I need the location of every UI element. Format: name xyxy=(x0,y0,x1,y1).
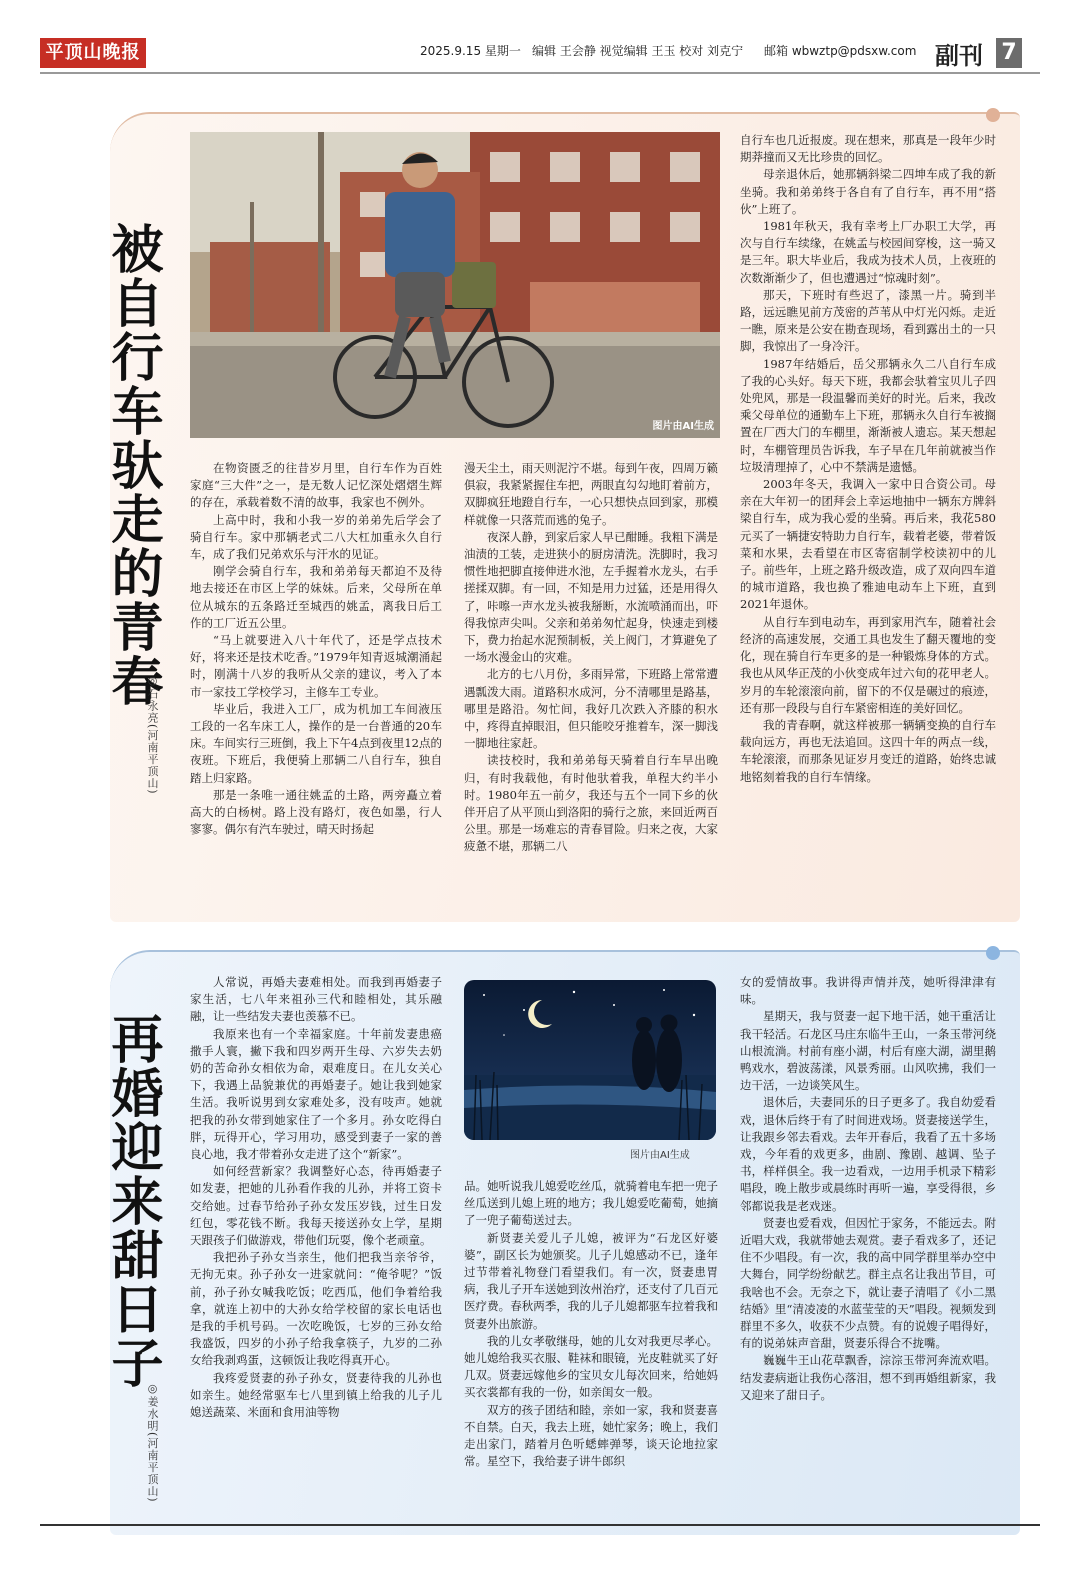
section-name: 副刊 xyxy=(935,41,983,70)
paragraph: 读技校时，我和弟弟每天骑着自行车早出晚归，有时我载他，有时他驮着我，单程大约半小时。1980年五一前夕，我还与五个一同下乡的伙伴开启了从平顶山到洛阳的骑行之旅，来回近两百公里。那是一场难忘的青春冒险。归来之夜，大家疲惫不堪，那辆二八 xyxy=(464,753,718,854)
corner-dot xyxy=(986,108,1000,122)
article-bicycle-youth xyxy=(40,112,1040,922)
paragraph: 我的青春啊，就这样被那一辆辆变换的自行车载向远方，再也无法追回。这四十年的两点一线，车轮滚滚，而那条见证岁月变迁的道路，始终忠诚地铭刻着我的自行车情缘。 xyxy=(740,717,996,784)
corner-dot xyxy=(986,946,1000,960)
paragraph: “马上就要进入八十年代了，还是学点技术好，将来还是技术吃香。”1979年知青返城潮涌起时，刚满十八岁的我听从父亲的建议，考入了本市一家技工学校学习，主修车工专业。 xyxy=(190,633,442,699)
paragraph: 女的爱情故事。我讲得声情并茂，她听得津津有味。 xyxy=(740,975,996,1007)
paragraph: 母亲退休后，她那辆斜梁二四坤车成了我的新坐骑。我和弟弟终于各自有了自行车，再不用“搭伙”上班了。 xyxy=(740,167,996,216)
paragraph: 2003年冬天，我调入一家中日合资公司。母亲在大年初一的团拜会上幸运地抽中一辆东方牌斜梁自行车，成为我心爱的坐骑。再后来，我花580元买了一辆捷安特助力自行车，载着老婆，带着饭菜和水果，去看望在市区寄宿制学校读初中的儿子。前些年，上班之路升级改造，成了双向四车道的城市道路，我也换了雅迪电动车上下班，直到2021年退休。 xyxy=(740,477,996,612)
paragraph: 星期天，我与贤妻一起下地干活，她干重活让我干轻活。石龙区马庄东临牛王山，一条玉带河绕山根流淌。村前有座小湖，村后有座大湖，湖里鹅鸭戏水，碧波荡漾，风景秀丽。山风吹拂，我们一边干活，一边谈笑风生。 xyxy=(740,1009,996,1093)
paragraph: 贤妻也爱看戏，但因忙于家务，不能远去。附近唱大戏，我就带她去观赏。妻子看戏多了，还记住不少唱段。有一次，我的高中同学群里举办空中大舞台，同学纷纷献艺。群主点名让我出节目，可我啥也不会。无奈之下，就让妻子清唱了《小二黑结婚》里“清凌凌的水蓝莹莹的天”唱段。视频发到群里不多久，收获不少点赞。有的说嫂子唱得好，有的说弟妹声音甜，贤妻乐得合不拢嘴。 xyxy=(740,1215,996,1351)
paragraph: 漫天尘土，雨天则泥泞不堪。每到午夜，四周万籁俱寂，我紧紧握住车把，两眼直勾勾地盯着前方，双脚疯狂地蹬自行车，一心只想快点回到家，那模样就像一只落荒而逃的兔子。 xyxy=(464,461,718,527)
paragraph: 毕业后，我进入工厂，成为机加工车间液压工段的一名车床工人，操作的是一台普通的20车床。车间实行三班倒，我上下午4点到夜里12点的夜班。下班后，我便骑上那辆二八自行车，独自踏上归家路。 xyxy=(190,701,442,785)
paragraph: 1981年秋天，我有幸考上厂办职工大学，再次与自行车续缘，在姚孟与校园间穿梭，这一骑又是三年。职大毕业后，我成为技术人员，上夜班的次数渐渐少了，但也遭遇过“惊魂时刻”。 xyxy=(740,219,996,285)
paragraph: 上高中时，我和小我一岁的弟弟先后学会了骑自行车。家中那辆老式二八大杠加重永久自行车，成了我们兄弟欢乐与汗水的见证。 xyxy=(190,512,442,562)
paragraph: 自行车也几近报废。现在想来，那真是一段年少时期莽撞而又无比珍贵的回忆。 xyxy=(740,133,996,165)
article-byline: ◎姜水明(河南平顶山) xyxy=(146,1382,159,1503)
paragraph: 在物资匮乏的往昔岁月里，自行车作为百姓家庭“三大件”之一，是无数人记忆深处熠熠生辉的存在，承载着数不清的故事，我家也不例外。 xyxy=(190,461,442,510)
page-number: 7 xyxy=(996,38,1022,68)
issue-date: 2025.9.15 星期一 xyxy=(420,44,521,58)
couple-under-moon-illustration xyxy=(464,980,716,1140)
email-line: 邮箱 wbwztp@pdsxw.com xyxy=(764,44,917,58)
paragraph: 人常说，再婚夫妻难相处。而我到再婚妻子家生活，七八年来祖孙三代和睦相处，其乐融融，让一些结发夫妻也羡慕不已。 xyxy=(190,975,442,1024)
paragraph: 巍巍牛王山花草飘香，淙淙玉带河奔流欢唱。结发妻病逝让我伤心落泪，想不到再婚组新家，我又迎来了甜日子。 xyxy=(740,1353,996,1402)
bicycle-rider-illustration xyxy=(190,132,720,438)
article-byline: ◎石永亮(河南平顶山) xyxy=(146,674,159,795)
article-title: 被自行车驮走的青春 xyxy=(102,222,163,708)
paragraph: 刚学会骑自行车，我和弟弟每天都迫不及待地去接还在市区上学的妹妹。后来，父母所在单位从城东的五条路迁至城西的姚孟，离我日后工作的工厂近五公里。 xyxy=(190,564,442,630)
paragraph: 我的儿女孝敬继母，她的儿女对我更尽孝心。她儿媳给我买衣服、鞋袜和眼镜，光皮鞋就买了好几双。贤妻远嫁他乡的宝贝女儿每次回来，给她妈买衣裳都有我的一份，如亲闺女一般。 xyxy=(464,1333,718,1400)
newspaper-header xyxy=(0,0,1080,80)
header-divider xyxy=(40,72,1040,74)
couple-night-photo xyxy=(464,980,716,1140)
paragraph: 北方的七八月份，多雨异常，下班路上常常遭遇瓢泼大雨。道路积水成河，分不清哪里是路基，哪里是路沿。匆忙间，我好几次跌入齐膝的积水中，疼得直掉眼泪，但只能咬牙推着车，深一脚浅一脚地往家赶。 xyxy=(464,667,718,751)
bicycle-photo xyxy=(190,132,720,438)
article-column-2 xyxy=(464,460,718,856)
paragraph: 那是一条唯一通往姚孟的土路，两旁矗立着高大的白杨树。路上没有路灯，夜色如墨，行人寥寥。偶尔有汽车驶过，晴天时扬起 xyxy=(190,787,442,837)
paragraph: 夜深人静，到家后家人早已酣睡。我粗下满是油渍的工装，走进狭小的厨房清洗。洗脚时，我习惯性地把脚直接伸进水池，左手握着水龙头，右手搓揉双脚。有一回，不知是用力过猛，还是用得久了，咔嚓一声水龙头被我掰断，水流喷涌而出，吓得我惊声尖叫。父亲和弟弟匆忙起身，快速走到楼下，费力抬起水泥预制板，关上阀门，才算避免了一场水漫金山的灾难。 xyxy=(464,529,718,665)
article-column-1 xyxy=(190,974,442,1421)
article-remarriage xyxy=(40,950,1040,1535)
editors-line: 编辑 王会静 视觉编辑 王玉 校对 刘克宁 xyxy=(532,44,744,58)
paragraph: 从自行车到电动车，再到家用汽车，随着社会经济的高速发展，交通工具也发生了翻天覆地的变化，现在骑自行车更多的是一种锻炼身体的方式。我也从风华正茂的小伙变成年过六旬的花甲老人。岁月的车轮滚滚向前，留下的不仅是碾过的痕迹，还有那一段段与自行车紧密相连的美好回忆。 xyxy=(740,614,996,715)
article-column-1 xyxy=(190,460,442,838)
photo-caption: 图片由AI生成 xyxy=(652,421,714,432)
paragraph: 我原来也有一个幸福家庭。十年前发妻患癌撒手人寰，撇下我和四岁两开生母、六岁失去奶奶的苦命孙女相依为命，艰难度日。在儿女关心下，我遇上品貌兼优的再婚妻子。她让我到她家生活。我听说男到女家难处多，没有吱声。她就把我的孙女带到她家住了一个多月。孙女吃得白胖，玩得开心，学习用功，感受到妻子一家的善良心地，我才带着孙女走进了这个“新家”。 xyxy=(190,1026,442,1162)
article-column-2 xyxy=(464,1178,718,1470)
paragraph: 我疼爱贤妻的孙子孙女，贤妻待我的儿孙也如亲生。她经常驱车七八里到镇上给我的儿子儿媳送蔬菜、米面和食用油等物 xyxy=(190,1370,442,1420)
paragraph: 1987年结婚后，岳父那辆永久二八自行车成了我的心头好。每天下班，我都会驮着宝贝儿子四处兜风，那是一段温馨而美好的时光。后来，我改乘父母单位的通勤车上下班，那辆永久自行车被搁置在厂西大门的车棚里，渐渐被人遗忘。某天想起时，车棚管理员告诉我，车子早在几年前就被当作垃圾清理掉了，心中不禁满是遗憾。 xyxy=(740,356,996,474)
article-column-3 xyxy=(740,132,996,786)
article-title: 再婚迎来甜日子 xyxy=(102,1012,163,1390)
article-column-3 xyxy=(740,974,996,1404)
paragraph: 新贤妻关爱儿子儿媳，被评为“石龙区好婆婆”，副区长为她颁奖。儿子儿媳感动不已，逢年过节带着礼物登门看望我们。有一次，贤妻患胃病，我儿子开车送她到汝州治疗，还支付了几百元医疗费。春秋两季，我的儿子儿媳都驱车拉着我和贤妻外出旅游。 xyxy=(464,1230,718,1331)
footer-divider xyxy=(40,1524,1040,1526)
paragraph: 我把孙子孙女当亲生，他们把我当亲爷爷，无拘无束。孙子孙女一进家就问：“俺爷呢？”饭前，孙子孙女喊我吃饭；吃西瓜，他们争着给我拿，就连上初中的大孙女给学校留的家长电话也是我的手机号码。一次吃晚饭，七岁的三孙女给我盛饭，四岁的小孙子给我拿筷子，九岁的二孙女给我剥鸡蛋，这顿饭让我吃得真开心。 xyxy=(190,1250,442,1368)
paragraph: 品。她听说我儿媳爱吃丝瓜，就骑着电车把一兜子丝瓜送到儿媳上班的地方；我儿媳爱吃葡萄，她摘了一兜子葡萄送过去。 xyxy=(464,1179,718,1228)
paragraph: 如何经营新家？我调整好心态，待再婚妻子如发妻，把她的儿孙看作我的儿孙，并将工资卡交给她。过春节给孙子孙女发压岁钱，过生日发红包，零花钱不断。我每天接送孙女上学，星期天跟孩子们做游戏，带他们玩耍，像个老顽童。 xyxy=(190,1164,442,1248)
paragraph: 双方的孩子团结和睦，亲如一家，我和贤妻喜不自禁。白天，我去上班，她忙家务；晚上，我们走出家门，踏着月色听蟋蟀弹琴，谈天论地拉家常。星空下，我给妻子讲牛郎织 xyxy=(464,1402,718,1469)
newspaper-logo: 平顶山晚报 xyxy=(40,38,146,68)
paragraph: 退休后，夫妻同乐的日子更多了。我自幼爱看戏，退休后终于有了时间进戏场。贤妻接送学生，让我跟乡邻去看戏。去年开春后，我看了五十多场戏，今年看的戏更多，曲剧、豫剧、越调、坠子书，样样俱全。我一边看戏，一边用手机录下精彩唱段，晚上散步或晨练时再听一遍，享受得很，乡邻都说我是老戏迷。 xyxy=(740,1095,996,1213)
paragraph: 那天，下班时有些迟了，漆黑一片。骑到半路，远远瞧见前方茂密的芦苇从中灯光闪烁。走近一瞧，原来是公安在勘查现场，看到露出土的一只脚，我惊出了一身冷汗。 xyxy=(740,287,996,354)
photo-caption: 图片由AI生成 xyxy=(630,1150,690,1161)
